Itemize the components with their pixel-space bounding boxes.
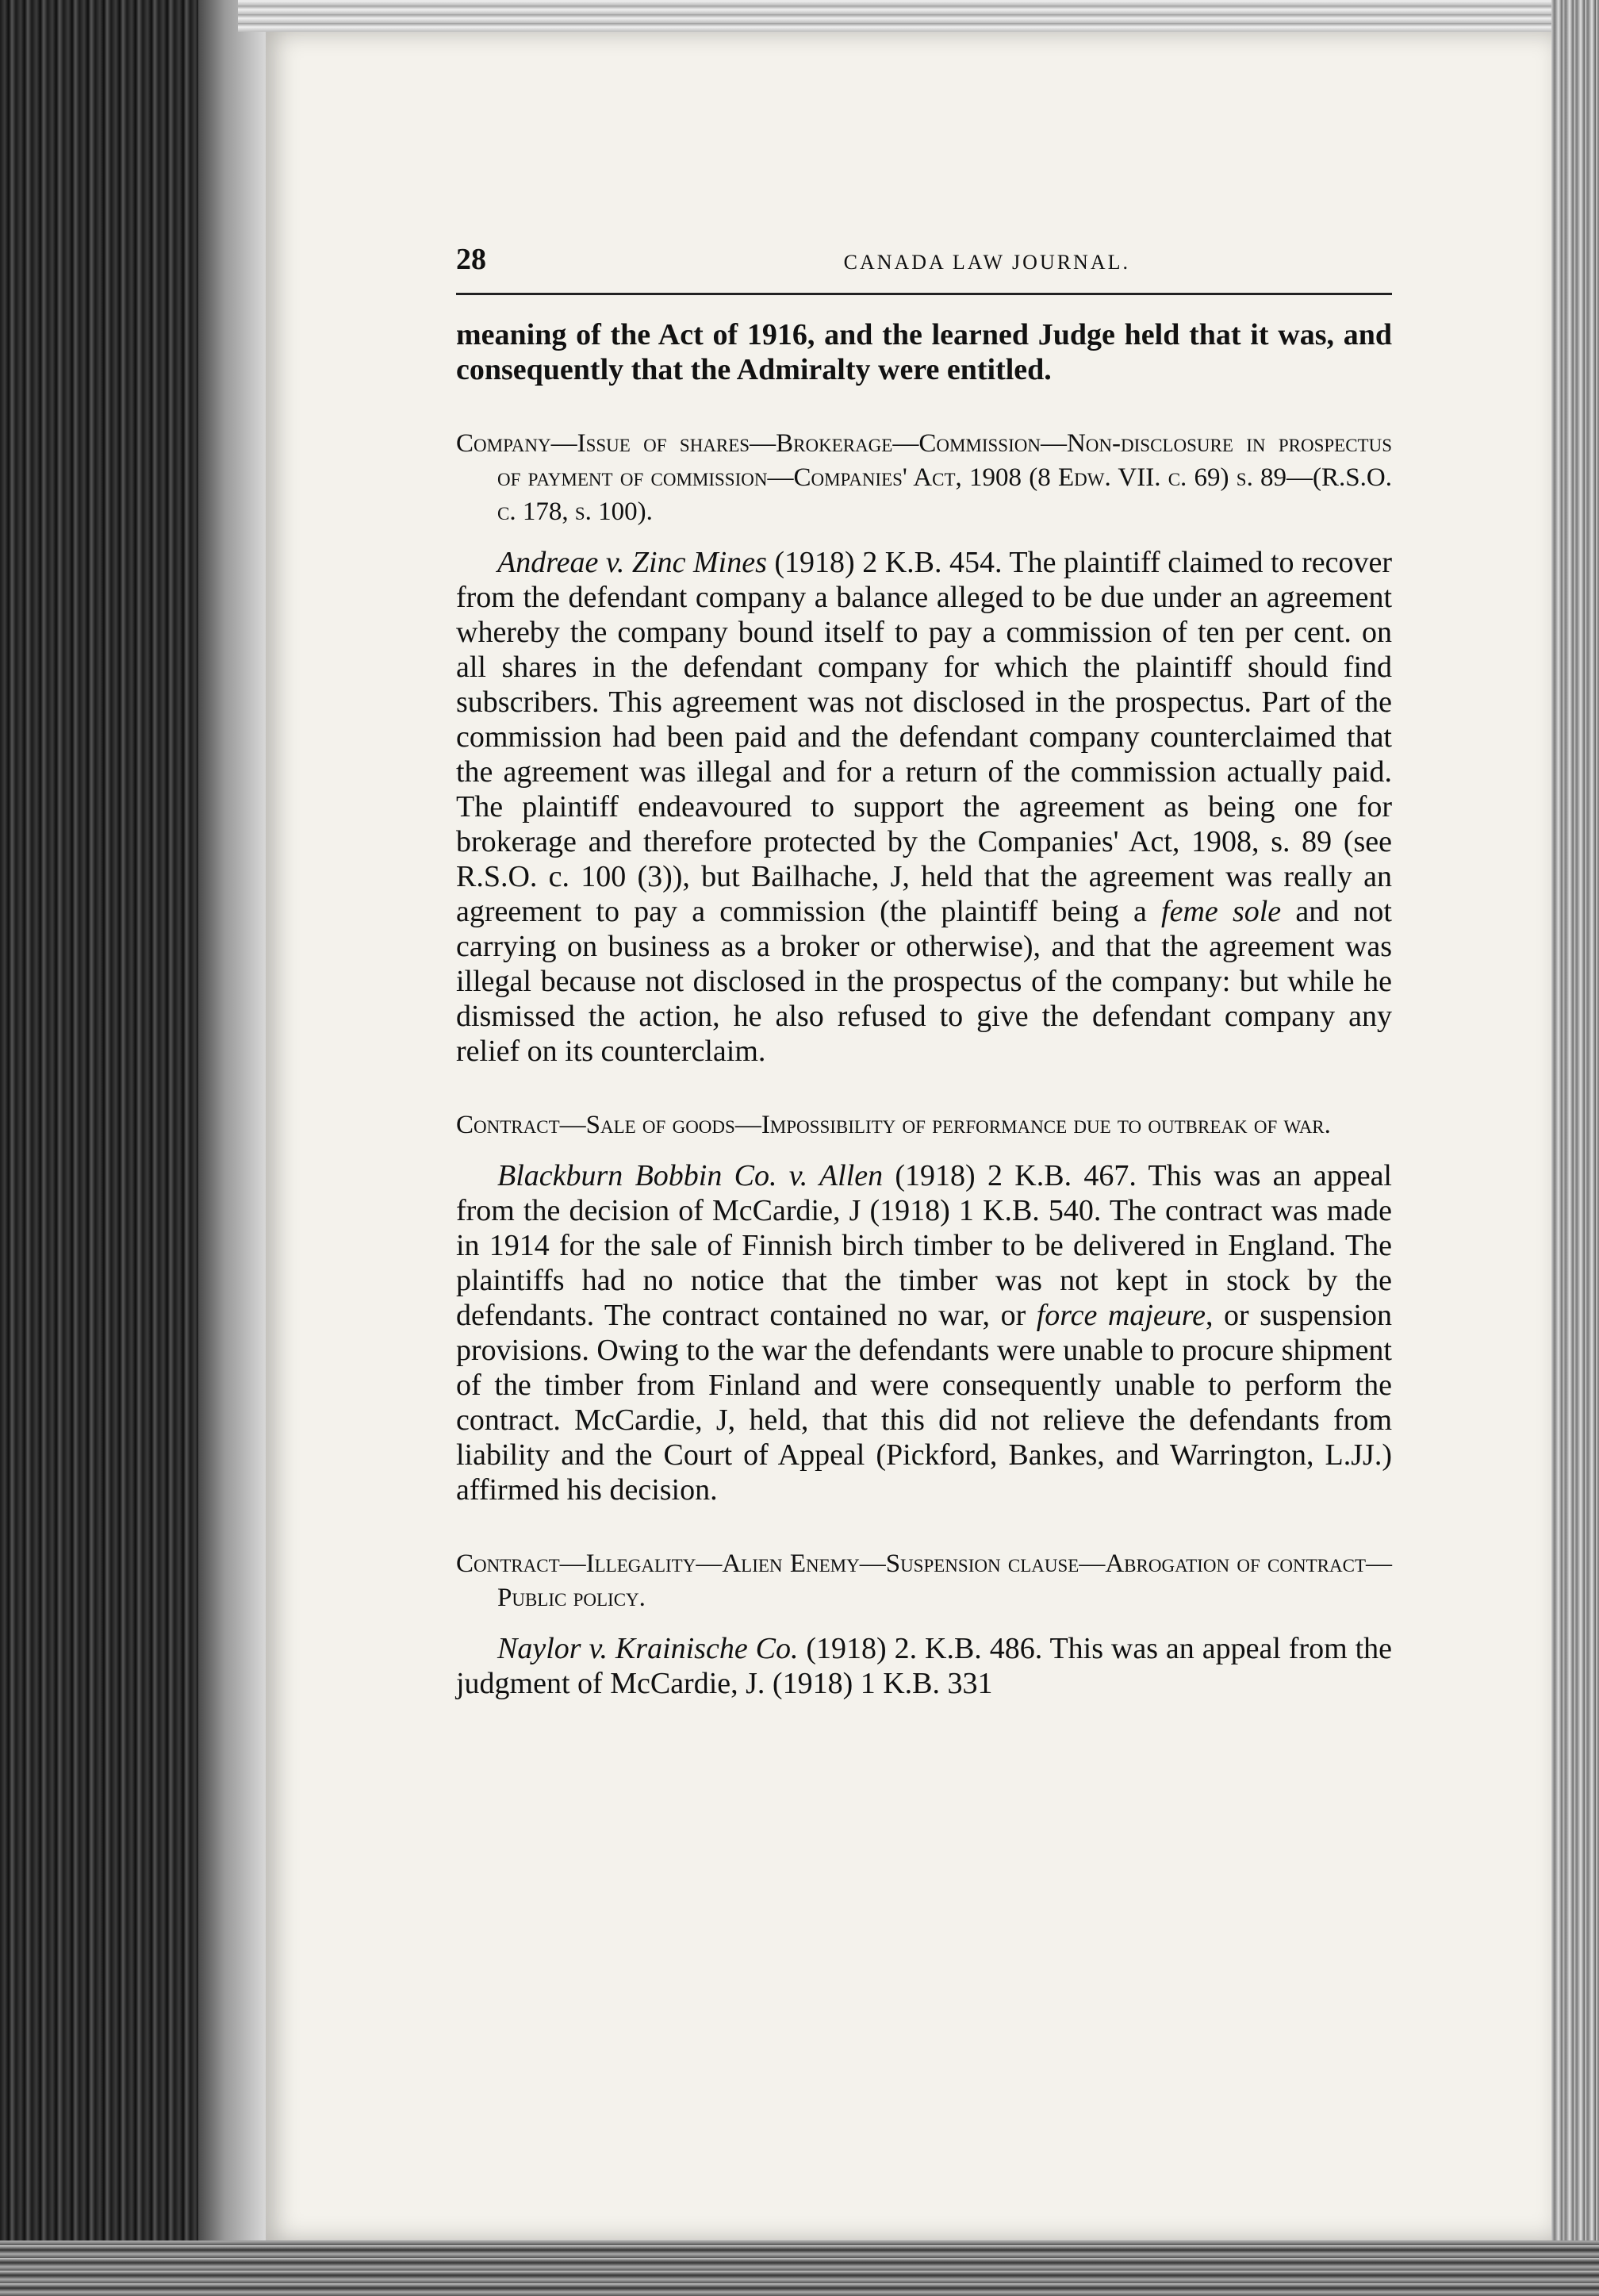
case-name: Blackburn Bobbin Co. v. Allen bbox=[497, 1159, 884, 1192]
text-column bbox=[456, 242, 1392, 1701]
case-body-end: and not carrying on business as a broker or otherwise), and that the agreement was illegal because not disclosed in the prospectus of the company: but while he dismissed the action, he also refused to give the defendant company any relief on its counterclaim. bbox=[456, 895, 1392, 1068]
case-paragraph-blackburn bbox=[456, 1158, 1392, 1507]
headnote-contract-illegality: Contract—Illegality—Alien Enemy—Suspension clause—Abrogation of contract—Public policy. bbox=[456, 1549, 1392, 1612]
case-paragraph-andreae bbox=[456, 545, 1392, 1069]
case-name: Naylor v. Krainische Co. bbox=[497, 1632, 799, 1665]
running-head bbox=[456, 242, 1392, 295]
journal-page bbox=[266, 32, 1551, 2240]
journal-title: CANADA LAW JOURNAL. bbox=[843, 251, 1130, 274]
page-edge-bottom bbox=[0, 2240, 1599, 2296]
headnote-company: Company—Issue of shares—Brokerage—Commission—Non-disclosure in prospectus of payment of commission—Companies' Act, 1908 (8 Edw. VII. c. 69) s. 89—(R.S.O. c. 178, s. 100). bbox=[456, 429, 1392, 526]
page-number: 28 bbox=[456, 243, 486, 276]
case-body-end: , or suspension provisions. Owing to the war the defendants were unable to procure shipment of the timber from Finland and were consequently unable to perform the contract. McCardie, J, held, that this did not relieve the defendants from liability and the Court of Appeal (Pickford, Bankes, and Warrington, L.JJ.) affirmed his decision. bbox=[456, 1299, 1392, 1507]
headnote-contract-sale: Contract—Sale of goods—Impossibility of performance due to outbreak of war. bbox=[456, 1111, 1331, 1139]
book-binding-left bbox=[0, 0, 266, 2296]
case-body: (1918) 2 K.B. 454. The plaintiff claimed to recover from the defendant company a balance alleged to be due under an agreement whereby the company bound itself to pay a commission of ten per cent. on all shares in the defendant company for which the plaintiff should find subscribers. This agreement was not disclosed in the prospectus. Part of the commission had been paid and the defendant company counterclaimed that the agreement was illegal and for a return of the commission actually paid. The plaintiff endeavoured to support the agreement as being one for brokerage and therefore protected by the Companies' Act, 1908, s. 89 (see R.S.O. c. 100 (3)), but Bailhache, J, held that the agreement was really an agreement to pay a commission (the plaintiff being a bbox=[456, 546, 1392, 928]
page-edge-right bbox=[1551, 0, 1599, 2296]
case-body: (1918) 2. K.B. 486. This was an appeal from the judgment of McCardie, J. (1918) 1 K.B. 331 bbox=[456, 1632, 1392, 1700]
case-paragraph-naylor bbox=[456, 1631, 1392, 1701]
page-edge-top bbox=[238, 0, 1599, 32]
latin-term: feme sole bbox=[1161, 895, 1282, 928]
lead-paragraph: meaning of the Act of 1916, and the learned Judge held that it was, and consequently that the Admiralty were entitled. bbox=[456, 318, 1392, 386]
latin-term: force majeure bbox=[1036, 1299, 1206, 1332]
case-name: Andreae v. Zinc Mines bbox=[497, 546, 767, 579]
case-body: (1918) 2 K.B. 467. This was an appeal from the decision of McCardie, J (1918) 1 K.B. 540. The contract was made in 1914 for the sale of Finnish birch timber to be delivered in England. The plaintiffs had no notice that the timber was not kept in stock by the defendants. The contract contained no war, or bbox=[456, 1159, 1392, 1332]
